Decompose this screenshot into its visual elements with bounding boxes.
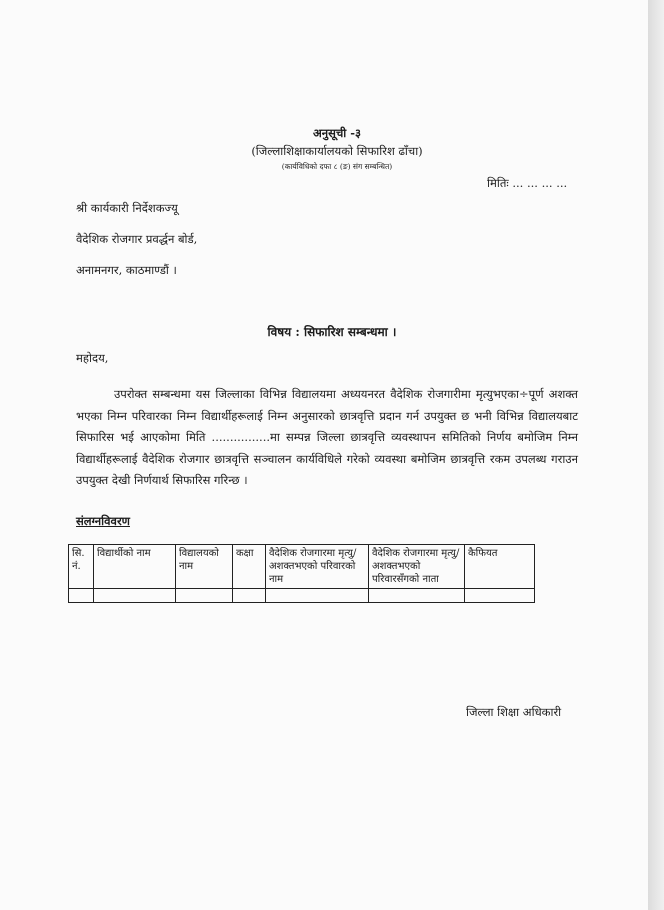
date-value: ... ... ... ... <box>512 176 568 190</box>
date-line <box>487 176 567 191</box>
table-cell[interactable] <box>266 589 369 603</box>
date-label: मितिः <box>487 176 509 190</box>
table-cell[interactable] <box>233 589 266 603</box>
attachment-table <box>68 544 535 603</box>
form-subtitle: (जिल्लाशिक्षाकार्यालयको सिफारिश ढाँचा) <box>251 144 423 158</box>
table-row <box>69 589 535 603</box>
column-header-relation: वैदेशिक रोजगारमा मृत्यु/अशक्तभएको परिवारसँगको नाता <box>369 545 465 589</box>
table-cell[interactable] <box>69 589 94 603</box>
table-cell[interactable] <box>465 589 535 603</box>
column-header-serial: सि. नं. <box>69 545 94 589</box>
table-header-row <box>69 545 535 589</box>
column-header-family-name: वैदेशिक रोजगारमा मृत्यु/अशक्तभएको परिवारको नाम <box>266 545 369 589</box>
schedule-title: अनुसूची -३ <box>313 126 361 140</box>
attachment-title: संलग्नविवरण <box>76 514 130 528</box>
table-cell[interactable] <box>176 589 233 603</box>
signature-designation: जिल्ला शिक्षा अधिकारी <box>466 705 562 719</box>
table-cell[interactable] <box>94 589 176 603</box>
column-header-remarks: कैफियत <box>465 545 535 589</box>
column-header-student-name: विद्यार्थीको नाम <box>94 545 176 589</box>
document-header <box>0 126 664 172</box>
column-header-class: कक्षा <box>233 545 266 589</box>
subject-line: विषय : सिफारिश सम्बन्धमा । <box>267 325 397 339</box>
address-line-1: श्री कार्यकारी निर्देशकज्यू <box>76 201 178 215</box>
body-paragraph: उपरोक्त सम्बन्धमा यस जिल्लाका विभिन्न विद्यालयमा अध्ययनरत वैदेशिक रोजगारीमा मृत्युभएका÷पूर्ण अशक्त भएका निम्न परिवारका निम्न विद्यार्थीहरूलाई निम्न अनुसारको छात्रवृत्ति प्रदान गर्न उपयुक्त छ भनी विभिन्न विद्यालयबाट सिफारिस भई आएकोमा मिति ................मा सम्पन्न जिल्ला छात्रवृत्ति व्यवस्थापन समितिको निर्णय बमोजिम निम्न विद्यार्थीहरूलाई वैदेशिक रोजगार छात्रवृत्ति सञ्चालन कार्यविधिले गरेको व्यवस्था बमोजिम छात्रवृत्ति रकम उपलब्ध गराउन उपयुक्त देखी निर्णयार्थ सिफारिस गरिन्छ । <box>76 387 578 487</box>
table-cell[interactable] <box>369 589 465 603</box>
salutation: महोदय, <box>76 351 109 365</box>
address-line-2: वैदेशिक रोजगार प्रवर्द्धन बोर्ड, <box>76 232 198 246</box>
address-line-3: अनामनगर, काठमाण्डौं । <box>76 263 177 277</box>
reference-note: (कार्यविधिको दफा ८ (ङ) संग सम्बन्धित) <box>281 162 393 171</box>
column-header-school-name: विद्यालयको नाम <box>176 545 233 589</box>
